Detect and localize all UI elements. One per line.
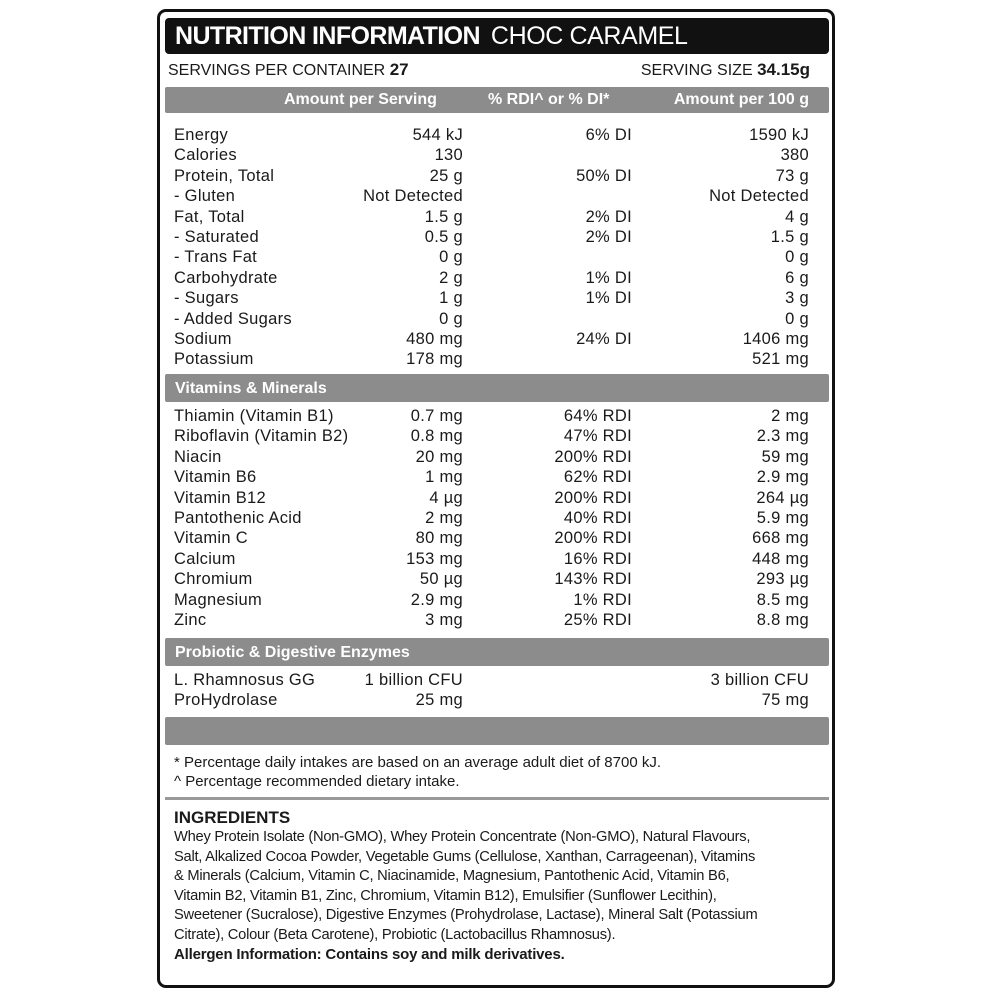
table-row bbox=[174, 508, 814, 528]
serving-size: SERVING SIZE 34.15g bbox=[640, 60, 810, 79]
table-row bbox=[174, 488, 814, 508]
nutrient-name: Niacin bbox=[174, 447, 222, 466]
table-row bbox=[174, 227, 814, 247]
nutrient-name: Fat, Total bbox=[174, 207, 245, 226]
amount-per-100g: 73 g bbox=[775, 166, 809, 185]
nutrient-name: Pantothenic Acid bbox=[174, 508, 302, 527]
amount-per-100g: 0 g bbox=[785, 309, 809, 328]
percent-rdi: 6% DI bbox=[585, 126, 632, 144]
amount-per-serving: 1 mg bbox=[425, 468, 463, 487]
table-row bbox=[174, 125, 814, 145]
amount-per-100g: 521 mg bbox=[752, 350, 809, 369]
ingredients-line: Vitamin B2, Vitamin B1, Zinc, Chromium, Vitamin B12), Emulsifier (Sunflower Lecithin), bbox=[174, 887, 717, 904]
ingredients-section bbox=[174, 808, 830, 964]
amount-per-100g: 448 mg bbox=[752, 549, 809, 568]
amount-per-100g: 6 g bbox=[785, 268, 809, 287]
percent-rdi: 1% DI bbox=[585, 268, 632, 287]
table-row bbox=[174, 329, 814, 349]
nutrient-name: Thiamin (Vitamin B1) bbox=[174, 407, 334, 425]
serving-size-value: 34.15g bbox=[757, 60, 810, 79]
table-row bbox=[174, 590, 814, 610]
amount-per-100g: Not Detected bbox=[709, 187, 809, 206]
table-row bbox=[174, 528, 814, 548]
allergen-info: Allergen Information: Contains soy and milk derivatives. bbox=[174, 945, 565, 963]
amount-per-100g: 8.5 mg bbox=[756, 590, 809, 609]
footnote-rdi: ^ Percentage recommended dietary intake. bbox=[174, 773, 460, 790]
amount-per-100g: 3 g bbox=[785, 289, 809, 308]
table-row bbox=[174, 549, 814, 569]
amount-per-serving: 50 µg bbox=[419, 570, 463, 589]
amount-per-serving: 1 g bbox=[439, 289, 463, 308]
nutrient-name: - Sugars bbox=[174, 289, 239, 308]
nutrient-name: Calcium bbox=[174, 549, 236, 568]
percent-rdi: 47% RDI bbox=[563, 427, 632, 446]
nutrient-name: Carbohydrate bbox=[174, 268, 278, 287]
header-rdi: % RDI^ or % DI* bbox=[488, 91, 610, 108]
amount-per-serving: 2.9 mg bbox=[410, 590, 463, 609]
table-row bbox=[174, 349, 814, 369]
amount-per-100g: 0 g bbox=[785, 248, 809, 267]
nutrient-name: - Added Sugars bbox=[174, 309, 292, 328]
percent-rdi: 64% RDI bbox=[563, 407, 632, 425]
amount-per-100g: 2.3 mg bbox=[756, 427, 809, 446]
divider bbox=[165, 797, 829, 800]
amount-per-serving: 1.5 g bbox=[424, 207, 463, 226]
header-per-100g: Amount per 100 g bbox=[673, 91, 809, 108]
amount-per-serving: 0.7 mg bbox=[410, 407, 463, 425]
amount-per-serving: 0 g bbox=[439, 248, 463, 267]
amount-per-serving: 0.8 mg bbox=[410, 427, 463, 446]
table-row bbox=[174, 288, 814, 308]
table-row bbox=[174, 447, 814, 467]
amount-per-serving: 480 mg bbox=[406, 329, 463, 348]
table-row bbox=[174, 247, 814, 267]
amount-per-100g: 1590 kJ bbox=[749, 126, 809, 144]
amount-per-serving: 1 billion CFU bbox=[364, 671, 463, 689]
amount-per-100g: 264 µg bbox=[756, 488, 809, 507]
nutrient-name: - Gluten bbox=[174, 187, 236, 206]
table-row bbox=[174, 166, 814, 186]
table-row bbox=[174, 268, 814, 288]
table-row bbox=[174, 309, 814, 329]
nutrient-name: Magnesium bbox=[174, 590, 262, 609]
nutrient-name: Potassium bbox=[174, 350, 254, 369]
header-per-serving: Amount per Serving bbox=[284, 91, 437, 108]
nutrient-name: - Saturated bbox=[174, 227, 259, 246]
nutrient-name: Chromium bbox=[174, 570, 253, 589]
percent-rdi: 200% RDI bbox=[554, 529, 632, 548]
amount-per-serving: 153 mg bbox=[406, 549, 463, 568]
servings-per-container-value: 27 bbox=[389, 60, 409, 79]
amount-per-100g: 1406 mg bbox=[742, 329, 809, 348]
nutrient-name: Vitamin C bbox=[174, 529, 248, 548]
ingredients-heading: INGREDIENTS bbox=[174, 808, 291, 827]
table-row bbox=[174, 426, 814, 446]
footnotes bbox=[174, 753, 814, 791]
nutrient-name: L. Rhamnosus GG bbox=[174, 671, 316, 689]
percent-rdi: 1% RDI bbox=[573, 590, 632, 609]
percent-rdi: 62% RDI bbox=[563, 468, 632, 487]
amount-per-serving: 2 g bbox=[439, 268, 463, 287]
empty-gray-bar bbox=[165, 717, 829, 745]
nutrient-name: Energy bbox=[174, 126, 229, 144]
macros-table bbox=[174, 125, 814, 370]
amount-per-serving: 3 mg bbox=[425, 610, 463, 629]
footnote-di: * Percentage daily intakes are based on an average adult diet of 8700 kJ. bbox=[174, 754, 661, 771]
percent-rdi: 2% DI bbox=[585, 207, 632, 226]
amount-per-100g: 2.9 mg bbox=[756, 468, 809, 487]
vitamins-table bbox=[174, 406, 814, 630]
nutrient-name: Vitamin B12 bbox=[174, 488, 266, 507]
amount-per-100g: 8.8 mg bbox=[756, 610, 809, 629]
table-row bbox=[174, 670, 814, 690]
nutrient-name: Sodium bbox=[174, 329, 232, 348]
nutrient-name: Protein, Total bbox=[174, 166, 275, 185]
amount-per-serving: 4 µg bbox=[429, 488, 463, 507]
probiotic-table bbox=[174, 670, 814, 711]
amount-per-serving: 20 mg bbox=[415, 447, 463, 466]
percent-rdi: 25% RDI bbox=[563, 610, 632, 629]
amount-per-100g: 380 bbox=[780, 146, 809, 165]
ingredients-line: & Minerals (Calcium, Vitamin C, Niacinamide, Magnesium, Pantothenic Acid, Vitamin B6, bbox=[174, 868, 730, 885]
amount-per-serving: 0 g bbox=[439, 309, 463, 328]
amount-per-100g: 4 g bbox=[785, 207, 809, 226]
servings-row bbox=[168, 60, 810, 84]
amount-per-serving: 80 mg bbox=[415, 529, 463, 548]
amount-per-100g: 3 billion CFU bbox=[710, 671, 809, 689]
title-bar bbox=[165, 18, 829, 54]
ingredients-line: Salt, Alkalized Cocoa Powder, Vegetable Gums (Cellulose, Xanthan, Carrageenan), Vitamins bbox=[174, 848, 756, 865]
table-row bbox=[174, 406, 814, 426]
percent-rdi: 40% RDI bbox=[563, 508, 632, 527]
amount-per-100g: 59 mg bbox=[761, 447, 809, 466]
table-row bbox=[174, 569, 814, 589]
nutrient-name: Zinc bbox=[174, 610, 207, 629]
nutrient-name: Vitamin B6 bbox=[174, 468, 257, 487]
servings-per-container: SERVINGS PER CONTAINER 27 bbox=[168, 60, 409, 79]
table-header bbox=[165, 87, 829, 113]
percent-rdi: 50% DI bbox=[576, 166, 632, 185]
percent-rdi: 200% RDI bbox=[554, 447, 632, 466]
ingredients-line: Whey Protein Isolate (Non-GMO), Whey Protein Concentrate (Non-GMO), Natural Flavours, bbox=[174, 829, 751, 845]
probiotic-header: Probiotic & Digestive Enzymes bbox=[165, 638, 829, 666]
table-row bbox=[174, 186, 814, 206]
title-main: NUTRITION INFORMATION bbox=[175, 22, 480, 50]
nutrient-name: ProHydrolase bbox=[174, 691, 278, 710]
amount-per-serving: 544 kJ bbox=[412, 126, 463, 144]
amount-per-serving: 130 bbox=[434, 146, 463, 165]
amount-per-serving: 0.5 g bbox=[424, 227, 463, 246]
percent-rdi: 143% RDI bbox=[554, 570, 632, 589]
amount-per-100g: 2 mg bbox=[771, 407, 809, 425]
amount-per-serving: 25 mg bbox=[415, 691, 463, 710]
table-row bbox=[174, 690, 814, 710]
amount-per-serving: 25 g bbox=[429, 166, 463, 185]
amount-per-serving: 178 mg bbox=[406, 350, 463, 369]
table-row bbox=[174, 145, 814, 165]
nutrient-name: - Trans Fat bbox=[174, 248, 258, 267]
nutrient-name: Riboflavin (Vitamin B2) bbox=[174, 427, 349, 446]
amount-per-serving: Not Detected bbox=[363, 187, 463, 206]
vitamins-header: Vitamins & Minerals bbox=[165, 374, 829, 402]
amount-per-100g: 5.9 mg bbox=[756, 508, 809, 527]
nutrient-name: Calories bbox=[174, 146, 237, 165]
percent-rdi: 1% DI bbox=[585, 289, 632, 308]
amount-per-serving: 2 mg bbox=[425, 508, 463, 527]
amount-per-100g: 1.5 g bbox=[770, 227, 809, 246]
amount-per-100g: 293 µg bbox=[756, 570, 809, 589]
percent-rdi: 2% DI bbox=[585, 227, 632, 246]
ingredients-text bbox=[174, 828, 830, 946]
amount-per-100g: 668 mg bbox=[752, 529, 809, 548]
table-row bbox=[174, 610, 814, 630]
ingredients-line: Citrate), Colour (Beta Carotene), Probiotic (Lactobacillus Rhamnosus). bbox=[174, 926, 616, 943]
percent-rdi: 16% RDI bbox=[563, 549, 632, 568]
amount-per-100g: 75 mg bbox=[761, 691, 809, 710]
table-row bbox=[174, 467, 814, 487]
percent-rdi: 24% DI bbox=[576, 329, 632, 348]
table-row bbox=[174, 207, 814, 227]
ingredients-line: Sweetener (Sucralose), Digestive Enzymes (Prohydrolase, Lactase), Mineral Salt (Potassium bbox=[174, 907, 758, 924]
percent-rdi: 200% RDI bbox=[554, 488, 632, 507]
title-flavour: CHOC CARAMEL bbox=[490, 22, 688, 50]
